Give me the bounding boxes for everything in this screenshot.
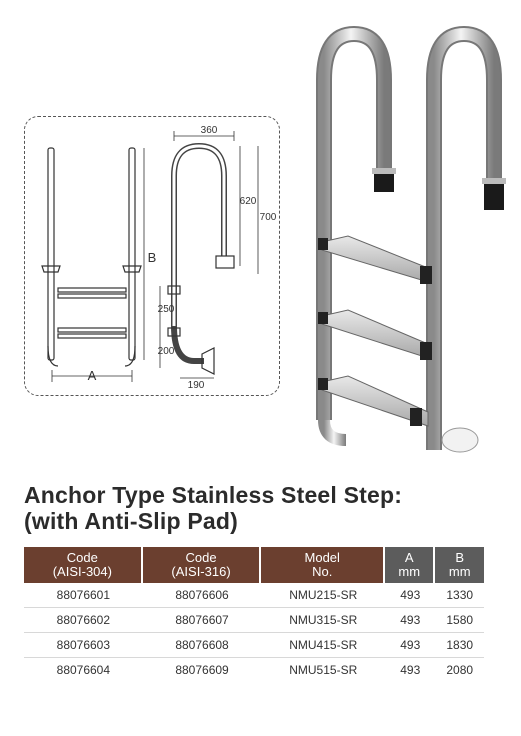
cell-code-304: 88076601 [24, 583, 143, 608]
cell-a: 493 [385, 633, 435, 658]
cell-code-316: 88076606 [143, 583, 262, 608]
dim-label-b: B [147, 250, 157, 265]
cell-code-304: 88076603 [24, 633, 143, 658]
cell-code-316: 88076609 [175, 663, 229, 677]
product-title [24, 482, 504, 534]
dim-step-upper: 250 [157, 304, 175, 315]
product-title-line2: (with Anti-Slip Pad) [24, 508, 238, 534]
header-a: A mm [385, 547, 435, 583]
header-b: B mm [435, 547, 484, 583]
cell-code-316: 88076608 [143, 633, 262, 658]
cell-b: 1830 [435, 633, 484, 658]
step-upper [322, 236, 428, 282]
cell-code-304: 88076604 [56, 663, 111, 677]
cell-a: 493 [385, 583, 435, 608]
front-step-lower-b [58, 334, 126, 338]
front-left-foot [48, 346, 58, 366]
side-rail-inner [174, 146, 224, 326]
cell-code-316: 88076607 [143, 608, 262, 633]
dim-height-outer: 700 [259, 212, 277, 223]
cell-model: NMU315-SR [261, 608, 385, 633]
table-header-row [24, 547, 484, 583]
cell-b: 1330 [435, 583, 484, 608]
front-step-upper-a [58, 288, 126, 292]
dim-base: 190 [187, 380, 205, 391]
cell-model: NMU215-SR [261, 583, 385, 608]
foot-cap [442, 428, 478, 452]
cell-b: 1580 [435, 608, 484, 633]
cell-model: NMU415-SR [261, 633, 385, 658]
front-right-post [129, 148, 135, 360]
right-anchor-socket [484, 180, 504, 210]
header-model: Model No. [261, 547, 385, 583]
front-left-anchor [42, 266, 60, 272]
table-row [24, 583, 484, 608]
header-code-304: Code (AISI-304) [24, 547, 143, 583]
table-row [24, 633, 484, 658]
cell-b: 2080 [446, 663, 474, 677]
product-title-line1: Anchor Type Stainless Steel Step: [24, 482, 403, 508]
cell-a: 493 [385, 608, 435, 633]
dim-label-a: A [87, 368, 97, 383]
dim-height-inner: 620 [239, 196, 257, 207]
step-middle [322, 310, 428, 358]
front-left-post [48, 148, 54, 360]
cell-code-304: 88076602 [24, 608, 143, 633]
cell-a: 493 [400, 663, 421, 677]
ladder-photo [300, 20, 510, 470]
table-row [24, 658, 484, 682]
dimension-diagram [24, 116, 280, 396]
header-code-316: Code (AISI-316) [143, 547, 262, 583]
front-right-foot [125, 346, 135, 366]
spec-table [24, 547, 484, 682]
side-anchor-cup [216, 256, 234, 268]
front-step-lower-a [58, 328, 126, 332]
front-step-upper-b [58, 294, 126, 298]
front-right-anchor [123, 266, 141, 272]
side-rail-outer [174, 146, 224, 326]
dim-width-top: 360 [200, 125, 218, 136]
table-row [24, 608, 484, 633]
dim-step-lower: 200 [157, 346, 175, 357]
cell-model: NMU515-SR [289, 663, 358, 677]
